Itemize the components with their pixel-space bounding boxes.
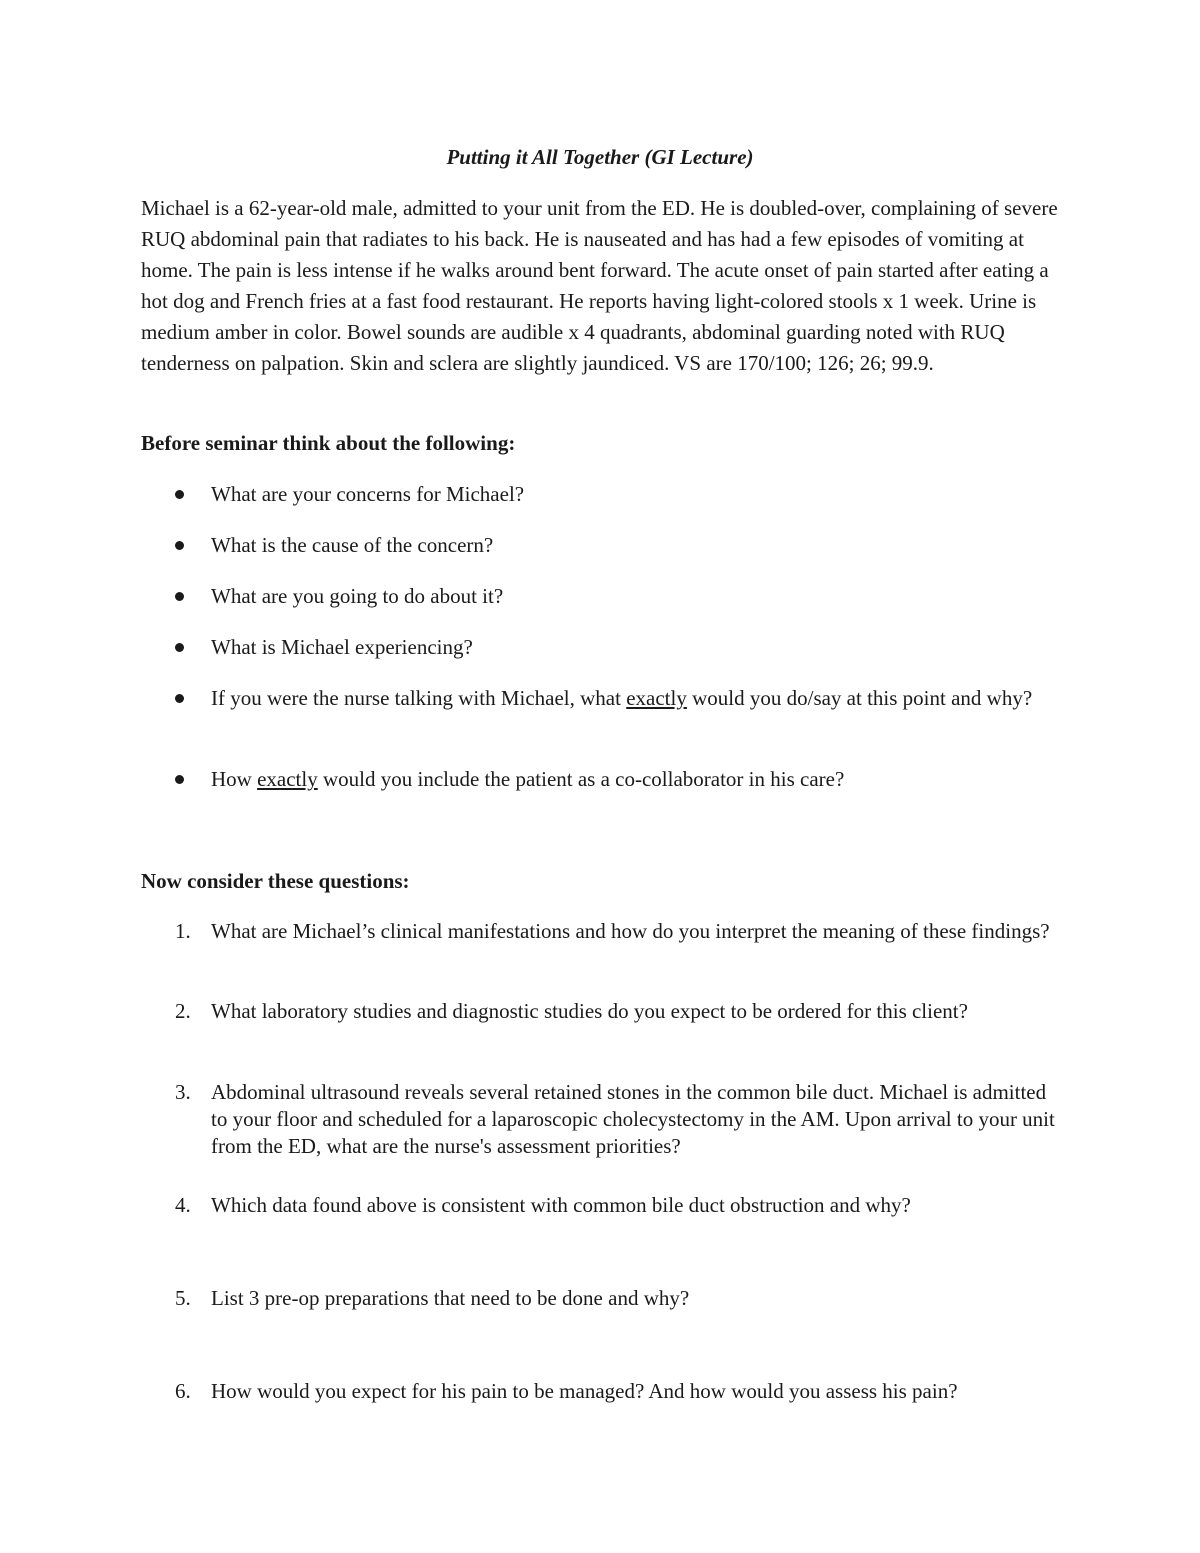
- bullet-text: What are your concerns for Michael?: [211, 482, 525, 506]
- emphasis-underlined: exactly: [257, 767, 318, 791]
- bullet-dot-icon: [175, 592, 184, 601]
- question-number: 3.: [175, 1080, 191, 1104]
- document-title: Putting it All Together (GI Lecture): [446, 145, 754, 169]
- question-text: How would you expect for his pain to be managed? And how would you assess his pain?: [211, 1379, 958, 1403]
- question-text: List 3 pre-op preparations that need to be done and why?: [211, 1286, 690, 1310]
- question-text: What are Michael’s clinical manifestations and how do you interpret the meaning of these findings?: [211, 919, 1050, 943]
- bullet-dot-icon: [175, 490, 184, 499]
- bullet-text-part: How: [211, 767, 258, 791]
- emphasis-underlined: exactly: [626, 686, 687, 710]
- question-text: What laboratory studies and diagnostic studies do you expect to be ordered for this client?: [211, 999, 968, 1023]
- question-number: 6.: [175, 1379, 191, 1403]
- section-heading-now-consider: Now consider these questions:: [141, 869, 410, 893]
- bullet-text: [211, 683, 1061, 713]
- question-number: 2.: [175, 999, 191, 1023]
- bullet-text: [211, 764, 1061, 794]
- bullet-dot-icon: [175, 643, 184, 652]
- question-number: 5.: [175, 1286, 191, 1310]
- question-text: Which data found above is consistent with common bile duct obstruction and why?: [211, 1193, 911, 1217]
- question-number: 1.: [175, 919, 191, 943]
- bullet-text-part: If you were the nurse talking with Michael, what: [211, 686, 627, 710]
- bullet-text: What is Michael experiencing?: [211, 635, 473, 659]
- case-description: Michael is a 62-year-old male, admitted to your unit from the ED. He is doubled-over, complaining of severe RUQ abdominal pain that radiates to his back. He is nauseated and has had a few episodes of vomiting at home. The pain is less intense if he walks around bent forward. The acute onset of pain started after eating a hot dog and French fries at a fast food restaurant. He reports having light-colored stools x 1 week. Urine is medium amber in color. Bowel sounds are audible x 4 quadrants, abdominal guarding noted with RUQ tenderness on palpation. Skin and sclera are slightly jaundiced. VS are 170/100; 126; 26; 99.9.: [141, 196, 1058, 375]
- bullet-text-part: would you include the patient as a co-collaborator in his care?: [317, 767, 845, 791]
- bullet-dot-icon: [175, 694, 184, 703]
- bullet-text: What are you going to do about it?: [211, 584, 504, 608]
- bullet-text-part: would you do/say at this point and why?: [686, 686, 1033, 710]
- bullet-dot-icon: [175, 775, 184, 784]
- bullet-text: What is the cause of the concern?: [211, 533, 494, 557]
- question-number: 4.: [175, 1193, 191, 1217]
- bullet-dot-icon: [175, 541, 184, 550]
- question-text: Abdominal ultrasound reveals several retained stones in the common bile duct. Michael is admitted to your floor and scheduled for a laparoscopic cholecystectomy in the AM. Upon arrival to your unit from the ED, what are the nurse's assessment priorities?: [211, 1080, 1055, 1158]
- section-heading-before-seminar: Before seminar think about the following:: [141, 431, 516, 455]
